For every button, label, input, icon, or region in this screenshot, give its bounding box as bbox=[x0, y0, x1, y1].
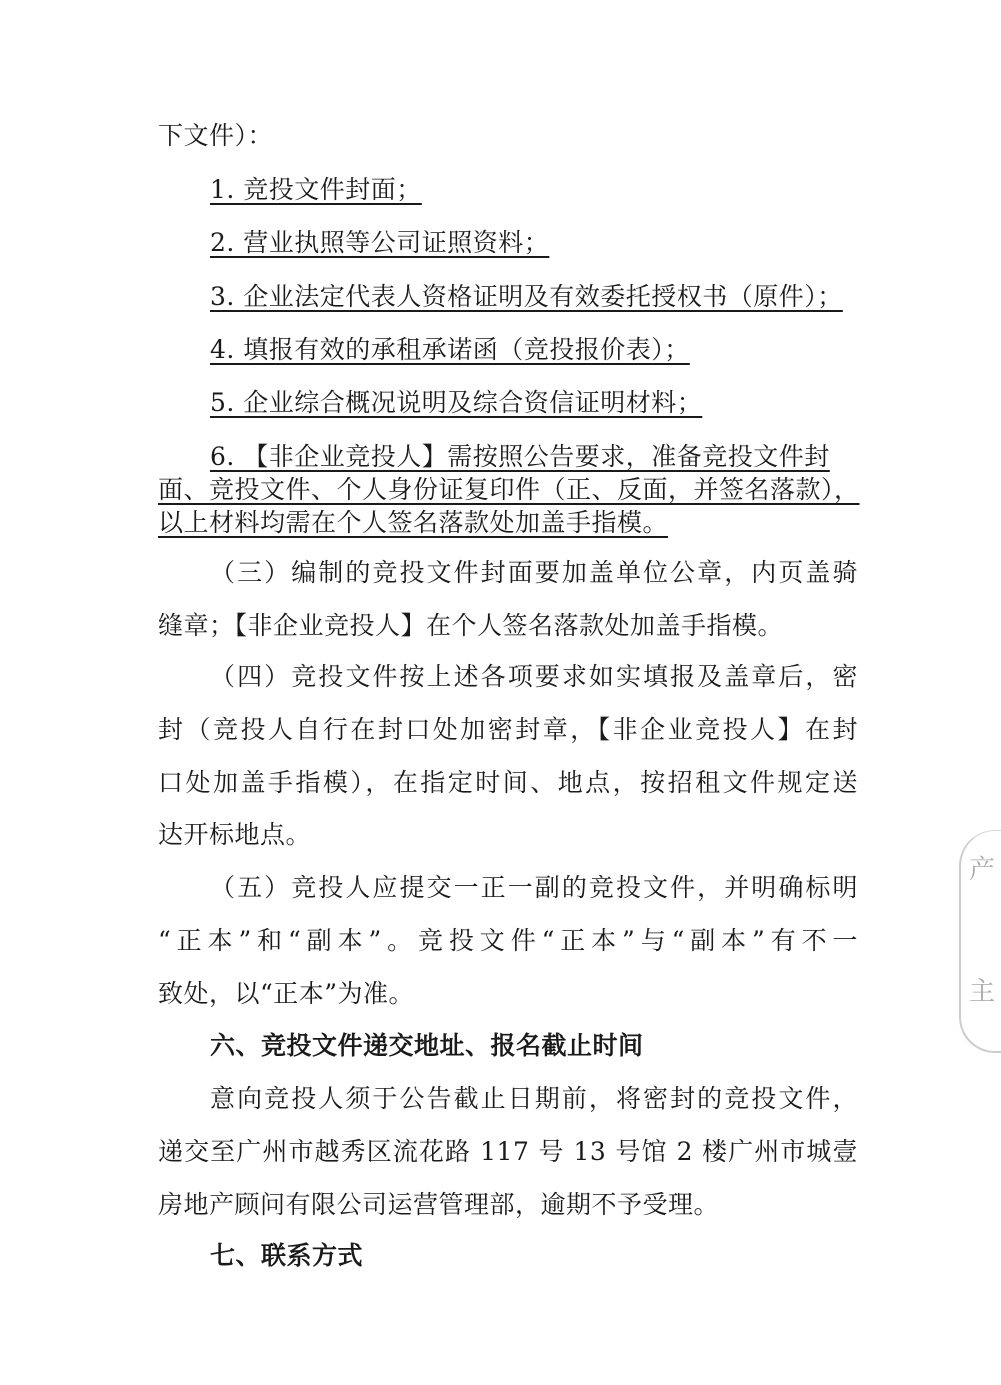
continuation-line: 下文件）： bbox=[158, 121, 274, 150]
list-item-1: 1. 竞投文件封面； bbox=[210, 175, 422, 204]
section-6-heading: 六、竞投文件递交地址、报名截止时间 bbox=[210, 1031, 644, 1060]
stamp-char-bottom: 主 bbox=[969, 977, 996, 1007]
list-item-4: 4. 填报有效的承租承诺函（竞投报价表）； bbox=[210, 335, 690, 364]
paragraph-5-line-3: 致处，以“正本”为准。 bbox=[158, 979, 415, 1008]
paragraph-5-line-1: （五）竞投人应提交一正一副的竞投文件，并明确标明 bbox=[210, 873, 858, 902]
stamp-char-top: 产 bbox=[969, 855, 996, 885]
paragraph-4-line-2: 封（竞投人自行在封口处加密封章，【非企业竞投人】在封 bbox=[158, 715, 858, 744]
paragraph-4-line-1: （四）竞投文件按上述各项要求如实填报及盖章后，密 bbox=[210, 662, 858, 691]
paragraph-4-line-3: 口处加盖手指模），在指定时间、地点，按招租文件规定送 bbox=[158, 768, 858, 797]
list-item-5: 5. 企业综合概况说明及综合资信证明材料； bbox=[210, 388, 703, 417]
section-6-line-2: 递交至广州市越秀区流花路 117 号 13 号馆 2 楼广州市城壹 bbox=[158, 1137, 858, 1166]
list-item-6: 6. 【非企业竞投人】需按照公告要求，准备竞投文件封 面、竞投文件、个人身份证复印件（正、反面，并签名落款）， 以上材料均需在个人签名落款处加盖手指模。 bbox=[158, 442, 860, 537]
section-7-heading: 七、联系方式 bbox=[210, 1241, 364, 1270]
section-6-line-3: 房地产顾问有限公司运营管理部，逾期不予受理。 bbox=[158, 1190, 720, 1219]
list-item-2: 2. 营业执照等公司证照资料； bbox=[210, 228, 550, 257]
paragraph-3-line-1: （三）编制的竞投文件封面要加盖单位公章，内页盖骑 bbox=[210, 558, 858, 587]
list-item-3: 3. 企业法定代表人资格证明及有效委托授权书（原件）； bbox=[210, 282, 843, 311]
section-6-line-1: 意向竞投人须于公告截止日期前，将密封的竞投文件， bbox=[210, 1084, 858, 1113]
paragraph-4-line-4: 达开标地点。 bbox=[158, 820, 312, 849]
paragraph-3-line-2: 缝章；【非企业竞投人】在个人签名落款处加盖手指模。 bbox=[158, 611, 784, 640]
paragraph-5-line-2: “正本”和“副本”。竞投文件“正本”与“副本”有不一 bbox=[158, 926, 858, 955]
seal-stamp-partial bbox=[959, 830, 1001, 1053]
